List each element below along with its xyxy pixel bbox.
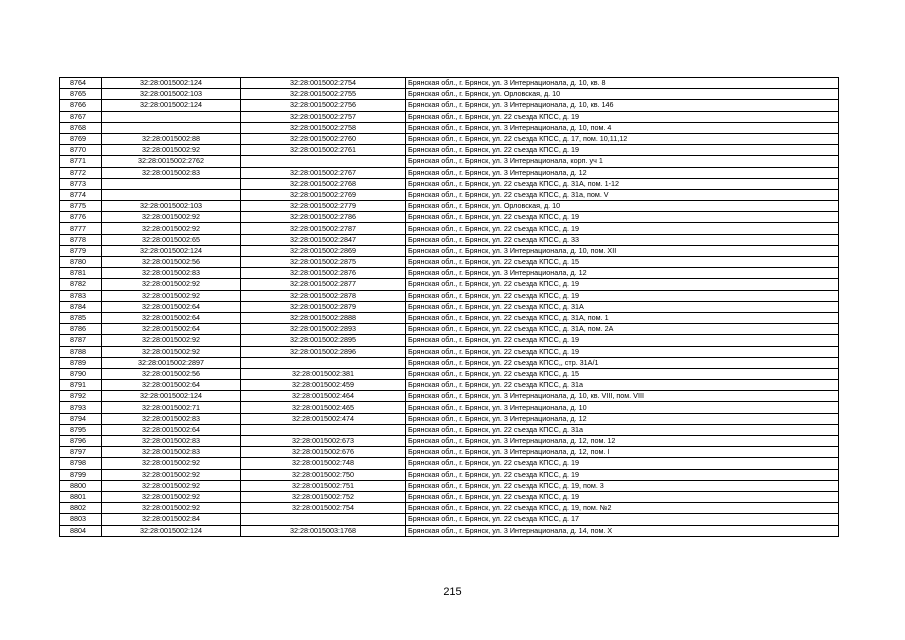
row-number-cell: 8772	[60, 167, 102, 178]
object-cadastral-number-cell: 32:28:0015002:2756	[241, 100, 406, 111]
address-cell: Брянская обл., г. Брянск, ул. 22 съезда КПСС, д. 19	[406, 335, 839, 346]
land-cadastral-number-cell: 32:28:0015002:64	[102, 312, 241, 323]
land-cadastral-number-cell: 32:28:0015002:92	[102, 458, 241, 469]
land-cadastral-number-cell: 32:28:0015002:124	[102, 78, 241, 89]
address-cell: Брянская обл., г. Брянск, ул. 3 Интернационала, д. 12	[406, 268, 839, 279]
land-cadastral-number-cell	[102, 111, 241, 122]
object-cadastral-number-cell: 32:28:0015002:2787	[241, 223, 406, 234]
land-cadastral-number-cell	[102, 122, 241, 133]
address-cell: Брянская обл., г. Брянск, ул. 22 съезда КПСС, д. 19	[406, 346, 839, 357]
address-cell: Брянская обл., г. Брянск, ул. 22 съезда КПСС, д. 19	[406, 145, 839, 156]
land-cadastral-number-cell: 32:28:0015002:83	[102, 447, 241, 458]
table-row	[60, 402, 839, 413]
address-cell: Брянская обл., г. Брянск, ул. 22 съезда КПСС,, стр. 31А/1	[406, 357, 839, 368]
address-cell: Брянская обл., г. Брянск, ул. 22 съезда КПСС, д. 31а	[406, 380, 839, 391]
land-cadastral-number-cell: 32:28:0015002:65	[102, 234, 241, 245]
address-cell: Брянская обл., г. Брянск, ул. 22 съезда КПСС, д. 31А, пом. 1	[406, 312, 839, 323]
object-cadastral-number-cell: 32:28:0015002:2875	[241, 257, 406, 268]
object-cadastral-number-cell: 32:28:0015002:2767	[241, 167, 406, 178]
object-cadastral-number-cell: 32:28:0015002:2895	[241, 335, 406, 346]
row-number-cell: 8803	[60, 514, 102, 525]
table-row	[60, 346, 839, 357]
object-cadastral-number-cell: 32:28:0015002:750	[241, 469, 406, 480]
address-cell: Брянская обл., г. Брянск, ул. 22 съезда КПСС, д. 19	[406, 458, 839, 469]
row-number-cell: 8775	[60, 201, 102, 212]
object-cadastral-number-cell: 32:28:0015002:464	[241, 391, 406, 402]
table-row	[60, 525, 839, 536]
land-cadastral-number-cell: 32:28:0015002:2897	[102, 357, 241, 368]
table-row	[60, 469, 839, 480]
table-row	[60, 257, 839, 268]
table-row	[60, 312, 839, 323]
address-cell: Брянская обл., г. Брянск, ул. 22 съезда КПСС, д. 17, пом. 10,11,12	[406, 133, 839, 144]
table-row	[60, 514, 839, 525]
row-number-cell: 8787	[60, 335, 102, 346]
table-row	[60, 223, 839, 234]
land-cadastral-number-cell: 32:28:0015002:92	[102, 212, 241, 223]
address-cell: Брянская обл., г. Брянск, ул. 22 съезда КПСС, д. 15	[406, 368, 839, 379]
table-row	[60, 234, 839, 245]
object-cadastral-number-cell: 32:28:0015002:2758	[241, 122, 406, 133]
object-cadastral-number-cell: 32:28:0015002:2888	[241, 312, 406, 323]
land-cadastral-number-cell: 32:28:0015002:64	[102, 301, 241, 312]
land-cadastral-number-cell: 32:28:0015002:71	[102, 402, 241, 413]
address-cell: Брянская обл., г. Брянск, ул. 22 съезда КПСС, д. 19	[406, 111, 839, 122]
object-cadastral-number-cell: 32:28:0015002:2877	[241, 279, 406, 290]
land-cadastral-number-cell: 32:28:0015002:83	[102, 413, 241, 424]
object-cadastral-number-cell: 32:28:0015002:2761	[241, 145, 406, 156]
table-row	[60, 212, 839, 223]
address-cell: Брянская обл., г. Брянск, ул. 3 Интернационала, д. 10, пом. 4	[406, 122, 839, 133]
row-number-cell: 8771	[60, 156, 102, 167]
table-row	[60, 133, 839, 144]
address-cell: Брянская обл., г. Брянск, ул. 22 съезда КПСС, д. 19	[406, 491, 839, 502]
object-cadastral-number-cell: 32:28:0015002:459	[241, 380, 406, 391]
object-cadastral-number-cell	[241, 357, 406, 368]
row-number-cell: 8798	[60, 458, 102, 469]
row-number-cell: 8791	[60, 380, 102, 391]
row-number-cell: 8784	[60, 301, 102, 312]
table-row	[60, 458, 839, 469]
object-cadastral-number-cell: 32:28:0015002:676	[241, 447, 406, 458]
table-row	[60, 290, 839, 301]
table-row	[60, 201, 839, 212]
table-row	[60, 89, 839, 100]
object-cadastral-number-cell: 32:28:0015002:2779	[241, 201, 406, 212]
table-row	[60, 301, 839, 312]
table-row	[60, 145, 839, 156]
land-cadastral-number-cell: 32:28:0015002:92	[102, 503, 241, 514]
land-cadastral-number-cell: 32:28:0015002:92	[102, 346, 241, 357]
object-cadastral-number-cell: 32:28:0015002:2755	[241, 89, 406, 100]
table-row	[60, 122, 839, 133]
land-cadastral-number-cell: 32:28:0015002:103	[102, 89, 241, 100]
row-number-cell: 8783	[60, 290, 102, 301]
land-cadastral-number-cell: 32:28:0015002:92	[102, 469, 241, 480]
row-number-cell: 8769	[60, 133, 102, 144]
land-cadastral-number-cell: 32:28:0015002:2762	[102, 156, 241, 167]
land-cadastral-number-cell: 32:28:0015002:124	[102, 525, 241, 536]
table-row	[60, 324, 839, 335]
table-row	[60, 436, 839, 447]
row-number-cell: 8793	[60, 402, 102, 413]
page-number: 215	[443, 586, 462, 598]
table-row	[60, 391, 839, 402]
object-cadastral-number-cell: 32:28:0015002:2876	[241, 268, 406, 279]
table-row	[60, 447, 839, 458]
row-number-cell: 8768	[60, 122, 102, 133]
address-cell: Брянская обл., г. Брянск, ул. 3 Интернационала, д. 12, пом. 12	[406, 436, 839, 447]
object-cadastral-number-cell: 32:28:0015002:2847	[241, 234, 406, 245]
land-cadastral-number-cell: 32:28:0015002:88	[102, 133, 241, 144]
land-cadastral-number-cell: 32:28:0015002:124	[102, 245, 241, 256]
address-cell: Брянская обл., г. Брянск, ул. 22 съезда КПСС, д. 31А, пом. 1-12	[406, 178, 839, 189]
row-number-cell: 8780	[60, 257, 102, 268]
table-row	[60, 279, 839, 290]
table-row	[60, 245, 839, 256]
row-number-cell: 8785	[60, 312, 102, 323]
address-cell: Брянская обл., г. Брянск, ул. 22 съезда КПСС, д. 19	[406, 290, 839, 301]
table-row	[60, 335, 839, 346]
row-number-cell: 8804	[60, 525, 102, 536]
row-number-cell: 8776	[60, 212, 102, 223]
land-cadastral-number-cell: 32:28:0015002:124	[102, 391, 241, 402]
address-cell: Брянская обл., г. Брянск, ул. 22 съезда КПСС, д. 19, пом. №2	[406, 503, 839, 514]
table-row	[60, 111, 839, 122]
address-cell: Брянская обл., г. Брянск, ул. Орловская, д. 10	[406, 201, 839, 212]
land-cadastral-number-cell: 32:28:0015002:92	[102, 480, 241, 491]
land-cadastral-number-cell: 32:28:0015002:56	[102, 257, 241, 268]
land-cadastral-number-cell: 32:28:0015002:92	[102, 290, 241, 301]
address-cell: Брянская обл., г. Брянск, ул. 3 Интернационала, корп. уч 1	[406, 156, 839, 167]
object-cadastral-number-cell: 32:28:0015002:754	[241, 503, 406, 514]
row-number-cell: 8797	[60, 447, 102, 458]
address-cell: Брянская обл., г. Брянск, ул. 3 Интернационала, д. 14, пом. X	[406, 525, 839, 536]
land-cadastral-number-cell: 32:28:0015002:92	[102, 145, 241, 156]
object-cadastral-number-cell	[241, 156, 406, 167]
address-cell: Брянская обл., г. Брянск, ул. 3 Интернационала, д. 10, кв. 8	[406, 78, 839, 89]
object-cadastral-number-cell: 32:28:0015002:2878	[241, 290, 406, 301]
address-cell: Брянская обл., г. Брянск, ул. 3 Интернационала, д. 12, пом. I	[406, 447, 839, 458]
row-number-cell: 8790	[60, 368, 102, 379]
object-cadastral-number-cell: 32:28:0015002:465	[241, 402, 406, 413]
object-cadastral-number-cell	[241, 424, 406, 435]
object-cadastral-number-cell: 32:28:0015002:2896	[241, 346, 406, 357]
table-row	[60, 189, 839, 200]
row-number-cell: 8773	[60, 178, 102, 189]
object-cadastral-number-cell: 32:28:0015002:673	[241, 436, 406, 447]
table-row	[60, 178, 839, 189]
land-cadastral-number-cell	[102, 178, 241, 189]
land-cadastral-number-cell: 32:28:0015002:64	[102, 380, 241, 391]
table-row	[60, 357, 839, 368]
row-number-cell: 8802	[60, 503, 102, 514]
address-cell: Брянская обл., г. Брянск, ул. 22 съезда КПСС, д. 31а	[406, 424, 839, 435]
object-cadastral-number-cell: 32:28:0015002:748	[241, 458, 406, 469]
object-cadastral-number-cell	[241, 514, 406, 525]
land-cadastral-number-cell: 32:28:0015002:83	[102, 268, 241, 279]
row-number-cell: 8781	[60, 268, 102, 279]
object-cadastral-number-cell: 32:28:0015002:2769	[241, 189, 406, 200]
land-cadastral-number-cell: 32:28:0015002:92	[102, 223, 241, 234]
land-cadastral-number-cell: 32:28:0015002:92	[102, 491, 241, 502]
address-cell: Брянская обл., г. Брянск, ул. 3 Интернационала, д. 10, кв. VIII, пом. VIII	[406, 391, 839, 402]
table-row	[60, 503, 839, 514]
object-cadastral-number-cell: 32:28:0015002:751	[241, 480, 406, 491]
land-cadastral-number-cell: 32:28:0015002:92	[102, 335, 241, 346]
table-row	[60, 413, 839, 424]
table-row	[60, 78, 839, 89]
object-cadastral-number-cell: 32:28:0015002:2768	[241, 178, 406, 189]
address-cell: Брянская обл., г. Брянск, ул. 22 съезда КПСС, д. 31а, пом. V	[406, 189, 839, 200]
row-number-cell: 8786	[60, 324, 102, 335]
row-number-cell: 8782	[60, 279, 102, 290]
object-cadastral-number-cell: 32:28:0015002:2786	[241, 212, 406, 223]
table-row	[60, 100, 839, 111]
address-cell: Брянская обл., г. Брянск, ул. 3 Интернационала, д. 10	[406, 402, 839, 413]
address-cell: Брянская обл., г. Брянск, ул. 22 съезда КПСС, д. 31А, пом. 2А	[406, 324, 839, 335]
address-cell: Брянская обл., г. Брянск, ул. 22 съезда КПСС, д. 33	[406, 234, 839, 245]
address-cell: Брянская обл., г. Брянск, ул. 22 съезда КПСС, д. 15	[406, 257, 839, 268]
address-cell: Брянская обл., г. Брянск, ул. 22 съезда КПСС, д. 19, пом. 3	[406, 480, 839, 491]
address-cell: Брянская обл., г. Брянск, ул. 22 съезда КПСС, д. 17	[406, 514, 839, 525]
table-body	[60, 78, 839, 537]
row-number-cell: 8801	[60, 491, 102, 502]
address-cell: Брянская обл., г. Брянск, ул. 3 Интернационала, д. 10, пом. XII	[406, 245, 839, 256]
land-cadastral-number-cell: 32:28:0015002:124	[102, 100, 241, 111]
table-row	[60, 368, 839, 379]
row-number-cell: 8774	[60, 189, 102, 200]
object-cadastral-number-cell: 32:28:0015002:2754	[241, 78, 406, 89]
row-number-cell: 8794	[60, 413, 102, 424]
address-cell: Брянская обл., г. Брянск, ул. 22 съезда КПСС, д. 19	[406, 279, 839, 290]
land-cadastral-number-cell: 32:28:0015002:83	[102, 436, 241, 447]
land-cadastral-number-cell	[102, 189, 241, 200]
table-row	[60, 480, 839, 491]
object-cadastral-number-cell: 32:28:0015002:2869	[241, 245, 406, 256]
cadastral-table	[59, 77, 839, 537]
row-number-cell: 8765	[60, 89, 102, 100]
address-cell: Брянская обл., г. Брянск, ул. 22 съезда КПСС, д. 31А	[406, 301, 839, 312]
object-cadastral-number-cell: 32:28:0015002:752	[241, 491, 406, 502]
address-cell: Брянская обл., г. Брянск, ул. 22 съезда КПСС, д. 19	[406, 212, 839, 223]
object-cadastral-number-cell: 32:28:0015003:1768	[241, 525, 406, 536]
address-cell: Брянская обл., г. Брянск, ул. Орловская, д. 10	[406, 89, 839, 100]
object-cadastral-number-cell: 32:28:0015002:2760	[241, 133, 406, 144]
row-number-cell: 8766	[60, 100, 102, 111]
row-number-cell: 8789	[60, 357, 102, 368]
row-number-cell: 8795	[60, 424, 102, 435]
row-number-cell: 8796	[60, 436, 102, 447]
row-number-cell: 8778	[60, 234, 102, 245]
row-number-cell: 8779	[60, 245, 102, 256]
row-number-cell: 8777	[60, 223, 102, 234]
land-cadastral-number-cell: 32:28:0015002:64	[102, 324, 241, 335]
land-cadastral-number-cell: 32:28:0015002:84	[102, 514, 241, 525]
object-cadastral-number-cell: 32:28:0015002:2879	[241, 301, 406, 312]
row-number-cell: 8767	[60, 111, 102, 122]
land-cadastral-number-cell: 32:28:0015002:64	[102, 424, 241, 435]
address-cell: Брянская обл., г. Брянск, ул. 3 Интернационала, д. 10, кв. 146	[406, 100, 839, 111]
address-cell: Брянская обл., г. Брянск, ул. 22 съезда КПСС, д. 19	[406, 469, 839, 480]
land-cadastral-number-cell: 32:28:0015002:92	[102, 279, 241, 290]
object-cadastral-number-cell: 32:28:0015002:2757	[241, 111, 406, 122]
table-row	[60, 380, 839, 391]
row-number-cell: 8788	[60, 346, 102, 357]
object-cadastral-number-cell: 32:28:0015002:474	[241, 413, 406, 424]
table-row	[60, 491, 839, 502]
row-number-cell: 8792	[60, 391, 102, 402]
row-number-cell: 8764	[60, 78, 102, 89]
table-row	[60, 167, 839, 178]
land-cadastral-number-cell: 32:28:0015002:103	[102, 201, 241, 212]
row-number-cell: 8770	[60, 145, 102, 156]
row-number-cell: 8799	[60, 469, 102, 480]
table-row	[60, 268, 839, 279]
address-cell: Брянская обл., г. Брянск, ул. 3 Интернационала, д. 12	[406, 167, 839, 178]
address-cell: Брянская обл., г. Брянск, ул. 3 Интернационала, д. 12	[406, 413, 839, 424]
land-cadastral-number-cell: 32:28:0015002:56	[102, 368, 241, 379]
table-row	[60, 424, 839, 435]
table-row	[60, 156, 839, 167]
object-cadastral-number-cell: 32:28:0015002:2893	[241, 324, 406, 335]
object-cadastral-number-cell: 32:28:0015002:381	[241, 368, 406, 379]
address-cell: Брянская обл., г. Брянск, ул. 22 съезда КПСС, д. 19	[406, 223, 839, 234]
land-cadastral-number-cell: 32:28:0015002:83	[102, 167, 241, 178]
row-number-cell: 8800	[60, 480, 102, 491]
